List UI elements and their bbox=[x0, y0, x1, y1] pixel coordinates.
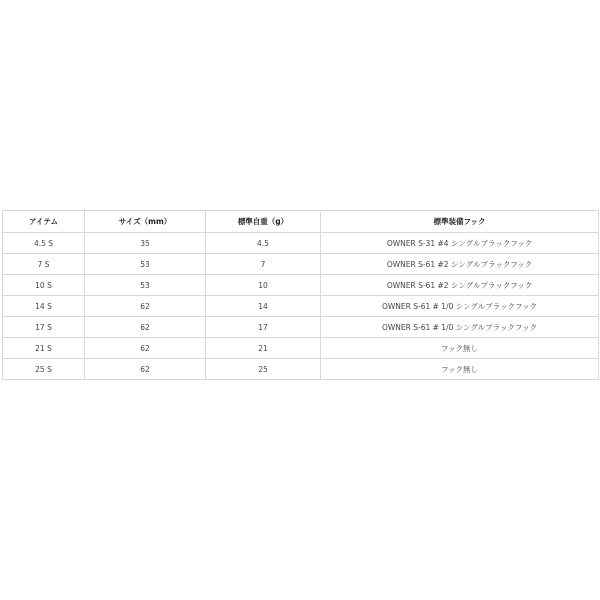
cell-hook: フック無し bbox=[321, 338, 599, 359]
cell-hook: OWNER S-61 # 1/0 シングルブラックフック bbox=[321, 317, 599, 338]
cell-size: 62 bbox=[85, 317, 206, 338]
cell-item: 21 S bbox=[3, 338, 85, 359]
table-row bbox=[3, 233, 599, 254]
table-row bbox=[3, 296, 599, 317]
cell-item: 17 S bbox=[3, 317, 85, 338]
table-row bbox=[3, 359, 599, 380]
spec-table bbox=[2, 210, 599, 380]
cell-hook: フック無し bbox=[321, 359, 599, 380]
cell-item: 25 S bbox=[3, 359, 85, 380]
cell-weight: 14 bbox=[206, 296, 321, 317]
cell-hook: OWNER S-31 #4 シングルブラックフック bbox=[321, 233, 599, 254]
cell-size: 53 bbox=[85, 254, 206, 275]
cell-size: 53 bbox=[85, 275, 206, 296]
cell-weight: 7 bbox=[206, 254, 321, 275]
header-item: アイテム bbox=[3, 211, 85, 233]
cell-weight: 17 bbox=[206, 317, 321, 338]
header-hook: 標準装備フック bbox=[321, 211, 599, 233]
header-weight: 標準自重（g） bbox=[206, 211, 321, 233]
cell-weight: 10 bbox=[206, 275, 321, 296]
header-size: サイズ（mm） bbox=[85, 211, 206, 233]
cell-size: 62 bbox=[85, 359, 206, 380]
table-header-row bbox=[3, 211, 599, 233]
table-row bbox=[3, 275, 599, 296]
cell-weight: 21 bbox=[206, 338, 321, 359]
cell-size: 62 bbox=[85, 296, 206, 317]
cell-hook: OWNER S-61 #2 シングルブラックフック bbox=[321, 275, 599, 296]
cell-hook: OWNER S-61 # 1/0 シングルブラックフック bbox=[321, 296, 599, 317]
cell-item: 14 S bbox=[3, 296, 85, 317]
table-row bbox=[3, 338, 599, 359]
cell-item: 10 S bbox=[3, 275, 85, 296]
cell-weight: 4.5 bbox=[206, 233, 321, 254]
cell-size: 62 bbox=[85, 338, 206, 359]
cell-size: 35 bbox=[85, 233, 206, 254]
table-row bbox=[3, 317, 599, 338]
cell-weight: 25 bbox=[206, 359, 321, 380]
cell-item: 7 S bbox=[3, 254, 85, 275]
table-row bbox=[3, 254, 599, 275]
cell-hook: OWNER S-61 #2 シングルブラックフック bbox=[321, 254, 599, 275]
cell-item: 4.5 S bbox=[3, 233, 85, 254]
